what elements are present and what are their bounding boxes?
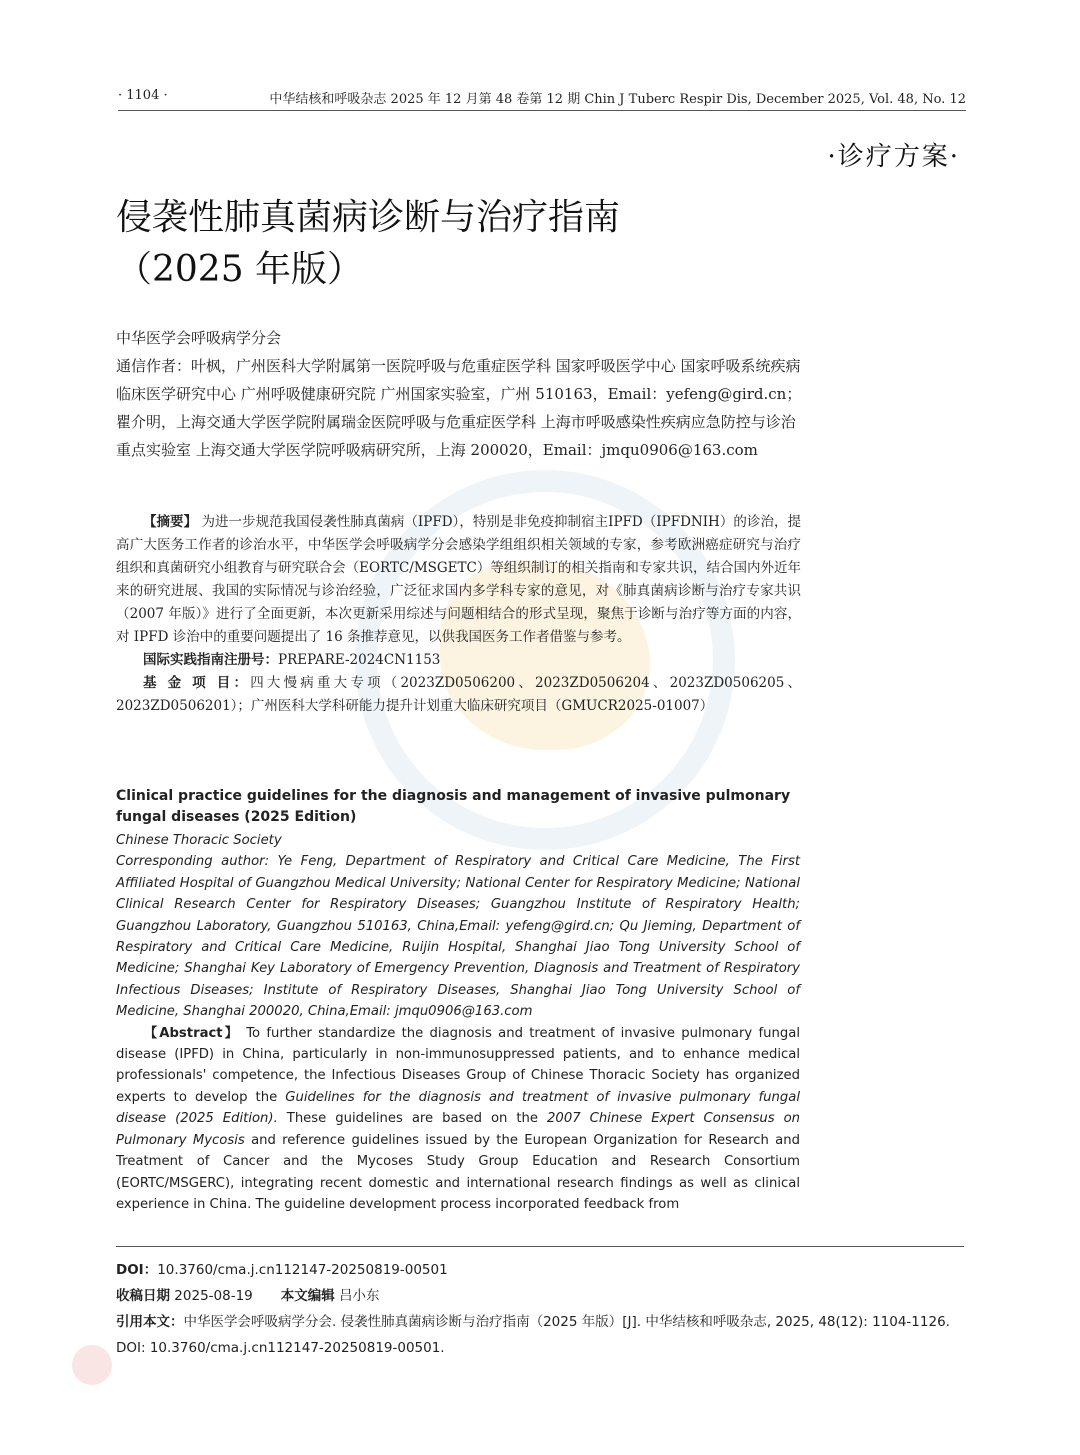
section-tag: ·诊疗方案·: [827, 142, 960, 172]
author-society: 中华医学会呼吸病学分会: [116, 329, 282, 347]
fund-line: [116, 672, 801, 718]
received-line: [116, 1283, 964, 1309]
english-abstract-part1: To further standardize the diagnosis and treatment of invasive pulmonary fungal disease (IPFD) in China, particularly in non-immunosuppressed patients, and to enhance medical professionals' competence, the Infectious Diseases Group of Chinese Thoracic Society has organized experts to develop the: [116, 1025, 800, 1105]
received-value: 2025-08-19: [174, 1288, 253, 1304]
abstract-chinese: [116, 511, 801, 718]
english-title: Clinical practice guidelines for the diagnosis and management of invasive pulmonary fungal diseases (2025 Edition): [116, 788, 791, 825]
english-consensus-title: 2007 Chinese Expert Consensus on Pulmonary Mycosis: [116, 1111, 801, 1148]
english-abstract-part2: These guidelines are based on the: [277, 1111, 548, 1127]
abstract-cn-label: 【摘要】: [143, 514, 198, 530]
cite-label: 引用本文：: [116, 1314, 184, 1330]
english-abstract: [116, 1023, 800, 1216]
citation-line: [116, 1309, 964, 1361]
received-label: 收稿日期: [116, 1288, 170, 1304]
cite-value: 中华医学会呼吸病学分会. 侵袭性肺真菌病诊断与治疗指南（2025 年版）[J]. 中华结核和呼吸杂志, 2025, 48(12): 1104-1126. DOI: 10.3760/cma.j.cn112147-20250819-00501.: [116, 1314, 950, 1356]
doi-value[interactable]: 10.3760/cma.j.cn112147-20250819-00501: [157, 1262, 448, 1278]
article-footer: [116, 1246, 964, 1361]
fund-value: 四大慢病重大专项（2023ZD0506200、2023ZD0506204、2023ZD0506205、2023ZD0506201）；广州医科大学科研能力提升计划重大临床研究项目（GMUCR2025-01007）: [116, 675, 801, 714]
abstract-cn-text: 为进一步规范我国侵袭性肺真菌病（IPFD），特别是非免疫抑制宿主IPFD（IPFDNIH）的诊治，提高广大医务工作者的诊治水平，中华医学会呼吸病学分会感染学组组织相关领域的专家，参考欧洲癌症研究与治疗组织和真菌研究小组教育与研究联合会（EORTC/MSGETC）等组织制订的相关指南和专家共识，结合国内外近年来的研究进展、我国的实际情况与诊治经验，广泛征求国内多学科专家的意见，对《肺真菌病诊断与治疗专家共识（2007 年版）》进行了全面更新，本次更新采用综述与问题相结合的形式呈现，聚焦于诊断与治疗等方面的内容，对 IPFD 诊治中的重要问题提出了 16 条推荐意见，以供我国医务工作者借鉴与参考。: [116, 514, 802, 645]
registry-value: PREPARE-2024CN1153: [278, 652, 441, 668]
title-line-2: （2025 年版）: [116, 249, 364, 290]
registry-line: [116, 649, 801, 672]
registry-label: 国际实践指南注册号：: [143, 652, 278, 668]
journal-running-title: 中华结核和呼吸杂志 2025 年 12 月第 48 卷第 12 期 Chin J Tuberc Respir Dis, December 2025, Vol. 48, No. 12: [269, 92, 966, 107]
author-block: [116, 324, 806, 464]
abstract-cn-paragraph: [116, 511, 801, 649]
title-line-1: 侵袭性肺真菌病诊断与治疗指南: [116, 197, 621, 238]
english-guideline-title: Guidelines for the diagnosis and treatment of invasive pulmonary fungal disease (2025 Edition).: [116, 1089, 800, 1127]
corresponding-authors: 通信作者：叶枫，广州医科大学附属第一医院呼吸与危重症医学科 国家呼吸医学中心 国家呼吸系统疾病临床医学研究中心 广州呼吸健康研究院 广州国家实验室，广州 510163，Email：yefeng@gird.cn；瞿介明，上海交通大学医学院附属瑞金医院呼吸与危重症医学科 上海市呼吸感染性疾病应急防控与诊治重点实验室 上海交通大学医学院呼吸病研究所，上海 200020，Email：jmqu0906@163.com: [116, 357, 802, 459]
english-society: Chinese Thoracic Society: [116, 833, 282, 848]
doi-line: [116, 1257, 964, 1283]
editor-label: 本文编辑: [280, 1288, 335, 1304]
english-corresponding: Corresponding author: Ye Feng, Department of Respiratory and Critical Care Medicine, The First Affiliated Hospital of Guangzhou Medical University; National Center for Respiratory Medicine; National Clinical Research Center for Respiratory Diseases; Guangzhou Institute of Respiratory Health; Guangzhou Laboratory, Guangzhou 510163, China,Email: yefeng@gird.cn; Qu Jieming, Department of Respiratory and Critical Care Medicine, Ruijin Hospital, Shanghai Jiao Tong University School of Medicine; Shanghai Key Laboratory of Emergency Prevention, Diagnosis and Treatment of Respiratory Infectious Diseases; Institute of Respiratory Diseases, Shanghai Jiao Tong University School of Medicine, Shanghai 200020, China,Email: jmqu0906@163.com: [116, 854, 800, 1020]
fund-label: 基 金 项 目：: [143, 675, 251, 691]
doi-label: DOI：: [116, 1262, 158, 1278]
english-abstract-part3: and reference guidelines issued by the European Organization for Research and Treatment of Cancer and the Mycoses Study Group Education and Research Consortium (EORTC/MSGERC), integrating recent domestic and international research findings as well as clinical experience in China. The guideline development process incorporated feedback from: [116, 1132, 800, 1212]
running-header: [118, 88, 966, 111]
editor-value: 吕小东: [339, 1288, 380, 1304]
article-title: [116, 192, 620, 296]
page-number: · 1104 ·: [118, 88, 168, 103]
publisher-logo-icon: [72, 1345, 112, 1385]
english-section: [116, 786, 800, 1215]
english-abstract-label: 【Abstract】: [144, 1025, 240, 1041]
